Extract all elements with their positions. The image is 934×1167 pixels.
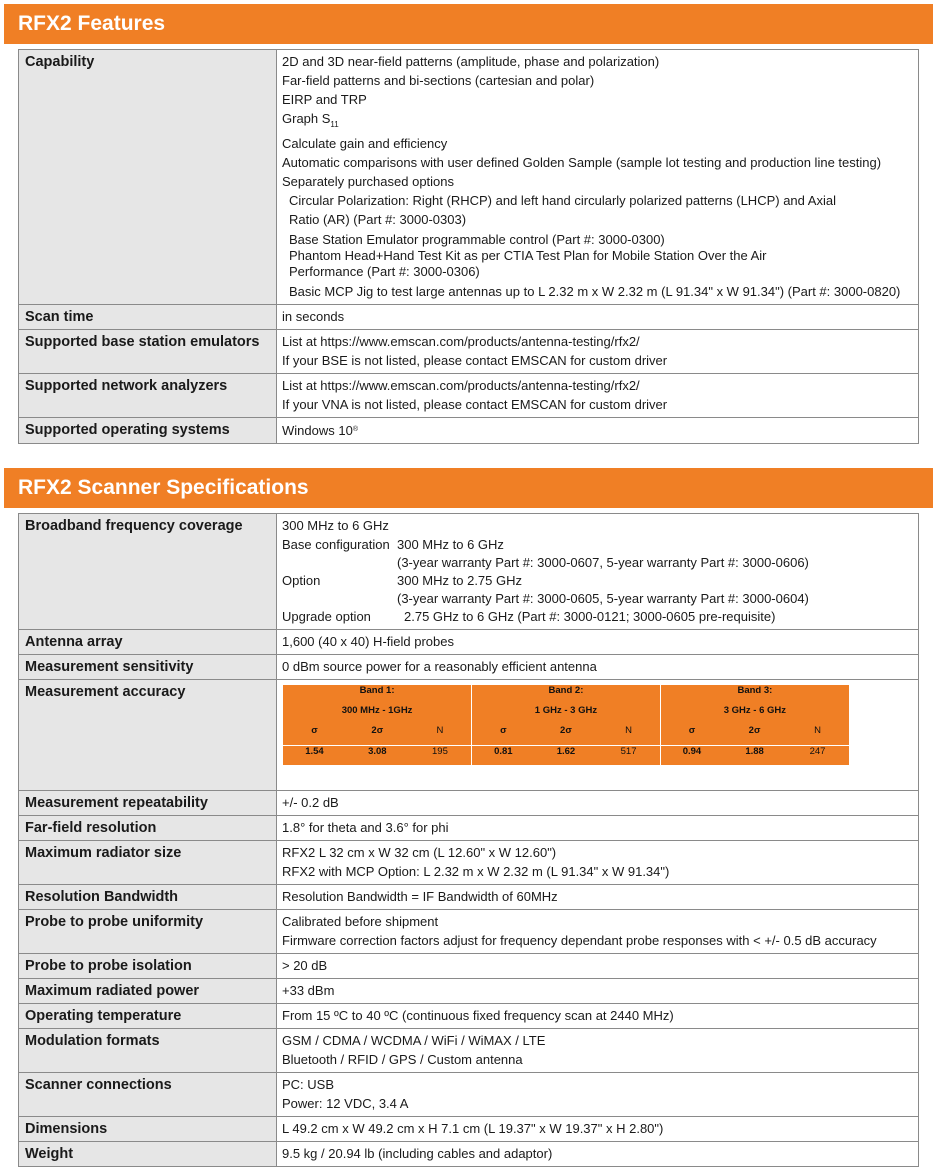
base-key: Base configuration — [282, 537, 390, 552]
list-item: If your BSE is not listed, please contact EMSCAN for custom driver — [282, 353, 668, 368]
row-label: Operating temperature — [19, 1004, 277, 1029]
os-text: Windows 10 — [282, 423, 353, 438]
sigma-value: 0.81 — [472, 745, 535, 765]
table-row — [19, 979, 919, 1004]
row-value — [277, 418, 919, 444]
row-label: Antenna array — [19, 630, 277, 655]
list-item: EIRP and TRP — [282, 92, 367, 107]
row-label: Scanner connections — [19, 1073, 277, 1117]
row-label: Maximum radiator size — [19, 841, 277, 885]
base-warranty: (3-year warranty Part #: 3000-0607, 5-year warranty Part #: 3000-0606) — [397, 555, 809, 570]
table-row — [19, 910, 919, 954]
list-item: List at https://www.emscan.com/products/antenna-testing/rfx2/ — [282, 334, 640, 349]
list-item: 1,600 (40 x 40) H-field probes — [282, 634, 454, 649]
row-value — [277, 841, 919, 885]
table-row — [19, 1004, 919, 1029]
registered-mark: ® — [352, 426, 358, 433]
graph-text: Graph S — [282, 111, 331, 126]
row-label: Measurement sensitivity — [19, 655, 277, 680]
two-sigma-value: 3.08 — [346, 745, 409, 765]
accuracy-value — [277, 680, 919, 791]
option-config — [282, 572, 918, 590]
row-value — [277, 910, 919, 954]
list-item: 9.5 kg / 20.94 lb (including cables and adaptor) — [282, 1146, 553, 1161]
graph-subscript: 11 — [330, 120, 339, 129]
row-value — [277, 979, 919, 1004]
col-sigma: σ — [472, 725, 535, 745]
col-n: N — [436, 725, 444, 736]
list-item: 0 dBm source power for a reasonably efficient antenna — [282, 659, 597, 674]
row-label: Resolution Bandwidth — [19, 885, 277, 910]
list-item: Far-field patterns and bi-sections (cartesian and polar) — [282, 73, 595, 88]
row-label: Modulation formats — [19, 1029, 277, 1073]
list-item: RFX2 with MCP Option: L 2.32 m x W 2.32 m (L 91.34" x W 91.34") — [282, 864, 670, 879]
table-row — [19, 1142, 919, 1167]
row-value — [277, 1004, 919, 1029]
band-title: Band 3: — [660, 685, 849, 705]
band-title: Band 2: — [472, 685, 661, 705]
list-item — [282, 110, 918, 134]
n-value: 247 — [786, 745, 849, 765]
list-item: L 49.2 cm x W 49.2 cm x H 7.1 cm (L 19.37" x W 19.37" x H 2.80") — [282, 1121, 664, 1136]
row-label: Supported network analyzers — [19, 374, 277, 418]
list-item: 1.8° for theta and 3.6° for phi — [282, 820, 449, 835]
col-sigma: σ — [660, 725, 723, 745]
table-row — [19, 680, 919, 791]
upgrade-key: Upgrade option — [282, 609, 371, 624]
option-key: Option — [282, 573, 321, 588]
row-value — [277, 791, 919, 816]
col-two-sigma: 2σ — [748, 725, 761, 736]
col-two-sigma: 2σ — [371, 725, 384, 736]
list-item: Circular Polarization: Right (RHCP) and left hand circularly polarized patterns (LHCP) and Axial — [289, 193, 836, 208]
band-range: 300 MHz - 1GHz — [341, 705, 413, 716]
row-value — [277, 305, 919, 330]
table-row — [19, 954, 919, 979]
list-item: Resolution Bandwidth = IF Bandwidth of 60MHz — [282, 889, 558, 904]
sigma-value: 1.54 — [283, 745, 346, 765]
option-warranty: (3-year warranty Part #: 3000-0605, 5-year warranty Part #: 3000-0604) — [397, 591, 809, 606]
col-n: N — [814, 725, 821, 736]
table-row — [19, 418, 919, 444]
two-sigma-value: 1.62 — [535, 745, 598, 765]
list-item — [282, 421, 918, 440]
table-row — [19, 514, 919, 630]
band-range-row — [283, 705, 849, 725]
row-label: Measurement repeatability — [19, 791, 277, 816]
row-label: Capability — [19, 50, 277, 305]
col-sigma: σ — [311, 725, 318, 736]
list-item: 2D and 3D near-field patterns (amplitude, phase and polarization) — [282, 54, 660, 69]
table-row — [19, 816, 919, 841]
table-row — [19, 630, 919, 655]
band-range: 3 GHz - 6 GHz — [660, 705, 849, 725]
features-heading: RFX2 Features — [4, 4, 933, 44]
list-item: Separately purchased options — [282, 174, 455, 189]
row-value — [277, 330, 919, 374]
band-title: Band 1: — [359, 685, 395, 696]
specs-heading: RFX2 Scanner Specifications — [4, 468, 933, 508]
list-item: From 15 ºC to 40 ºC (continuous fixed frequency scan at 2440 MHz) — [282, 1008, 674, 1023]
band-range: 1 GHz - 3 GHz — [472, 705, 661, 725]
row-label: Supported base station emulators — [19, 330, 277, 374]
two-sigma-value: 1.88 — [723, 745, 786, 765]
list-item: +33 dBm — [282, 983, 335, 998]
specs-table — [18, 513, 919, 1167]
list-item: GSM / CDMA / WCDMA / WiFi / WiMAX / LTE — [282, 1033, 546, 1048]
list-item: RFX2 L 32 cm x W 32 cm (L 12.60" x W 12.60") — [282, 845, 557, 860]
table-row — [19, 50, 919, 305]
row-label: Dimensions — [19, 1117, 277, 1142]
row-label: Supported operating systems — [19, 418, 277, 444]
col-two-sigma: 2σ — [560, 725, 572, 736]
list-item: in seconds — [282, 309, 345, 324]
base-config — [282, 536, 918, 554]
list-item: Power: 12 VDC, 3.4 A — [282, 1096, 409, 1111]
table-row — [19, 1117, 919, 1142]
list-item: PC: USB — [282, 1077, 335, 1092]
row-value — [277, 885, 919, 910]
row-value — [277, 1117, 919, 1142]
list-item: Performance (Part #: 3000-0306) — [289, 264, 480, 279]
row-value — [277, 1142, 919, 1167]
list-item: +/- 0.2 dB — [282, 795, 339, 810]
accuracy-table — [283, 685, 849, 765]
list-item: Calibrated before shipment — [282, 914, 439, 929]
row-label: Measurement accuracy — [19, 680, 277, 791]
list-item: Bluetooth / RFID / GPS / Custom antenna — [282, 1052, 523, 1067]
column-header-row — [283, 725, 849, 745]
capability-values — [277, 50, 919, 305]
list-item: > 20 dB — [282, 958, 328, 973]
col-n: N — [625, 725, 632, 736]
table-row — [19, 374, 919, 418]
sigma-value: 0.94 — [660, 745, 723, 765]
upgrade-config — [282, 608, 918, 626]
list-item: Automatic comparisons with user defined Golden Sample (sample lot testing and production line testing) — [282, 155, 882, 170]
broadband-values — [277, 514, 919, 630]
table-row — [19, 655, 919, 680]
table-row — [19, 305, 919, 330]
list-item: List at https://www.emscan.com/products/antenna-testing/rfx2/ — [282, 378, 640, 393]
row-label: Weight — [19, 1142, 277, 1167]
values-row — [283, 745, 849, 765]
table-row — [19, 330, 919, 374]
list-item: Ratio (AR) (Part #: 3000-0303) — [289, 212, 467, 227]
row-label: Far-field resolution — [19, 816, 277, 841]
row-value — [277, 630, 919, 655]
row-label: Probe to probe isolation — [19, 954, 277, 979]
row-value — [277, 816, 919, 841]
row-label: Maximum radiated power — [19, 979, 277, 1004]
n-value: 517 — [597, 745, 660, 765]
list-item: Basic MCP Jig to test large antennas up to L 2.32 m x W 2.32 m (L 91.34" x W 91.34") (Part #: 3000-0820) — [289, 284, 901, 299]
row-value — [277, 1073, 919, 1117]
row-value — [277, 1029, 919, 1073]
row-value — [277, 655, 919, 680]
table-row — [19, 885, 919, 910]
features-table — [18, 49, 919, 444]
table-row — [19, 1029, 919, 1073]
row-value — [277, 374, 919, 418]
row-label: Broadband frequency coverage — [19, 514, 277, 630]
base-value: 300 MHz to 6 GHz — [397, 537, 504, 552]
n-value: 195 — [409, 745, 472, 765]
row-label: Probe to probe uniformity — [19, 910, 277, 954]
list-item: Phantom Head+Hand Test Kit as per CTIA Test Plan for Mobile Station Over the Air — [289, 248, 767, 263]
table-row — [19, 841, 919, 885]
row-label: Scan time — [19, 305, 277, 330]
list-item: Base Station Emulator programmable control (Part #: 3000-0300) — [289, 232, 665, 247]
list-item: 300 MHz to 6 GHz — [282, 518, 389, 533]
option-value: 300 MHz to 2.75 GHz — [397, 573, 522, 588]
row-value — [277, 954, 919, 979]
list-item: Calculate gain and efficiency — [282, 136, 448, 151]
band-title-row — [283, 685, 849, 705]
upgrade-value: 2.75 GHz to 6 GHz (Part #: 3000-0121; 3000-0605 pre-requisite) — [404, 609, 776, 624]
table-row — [19, 791, 919, 816]
list-item: Firmware correction factors adjust for frequency dependant probe responses with < +/- 0.5 dB accuracy — [282, 933, 877, 948]
table-row — [19, 1073, 919, 1117]
list-item: If your VNA is not listed, please contact EMSCAN for custom driver — [282, 397, 668, 412]
